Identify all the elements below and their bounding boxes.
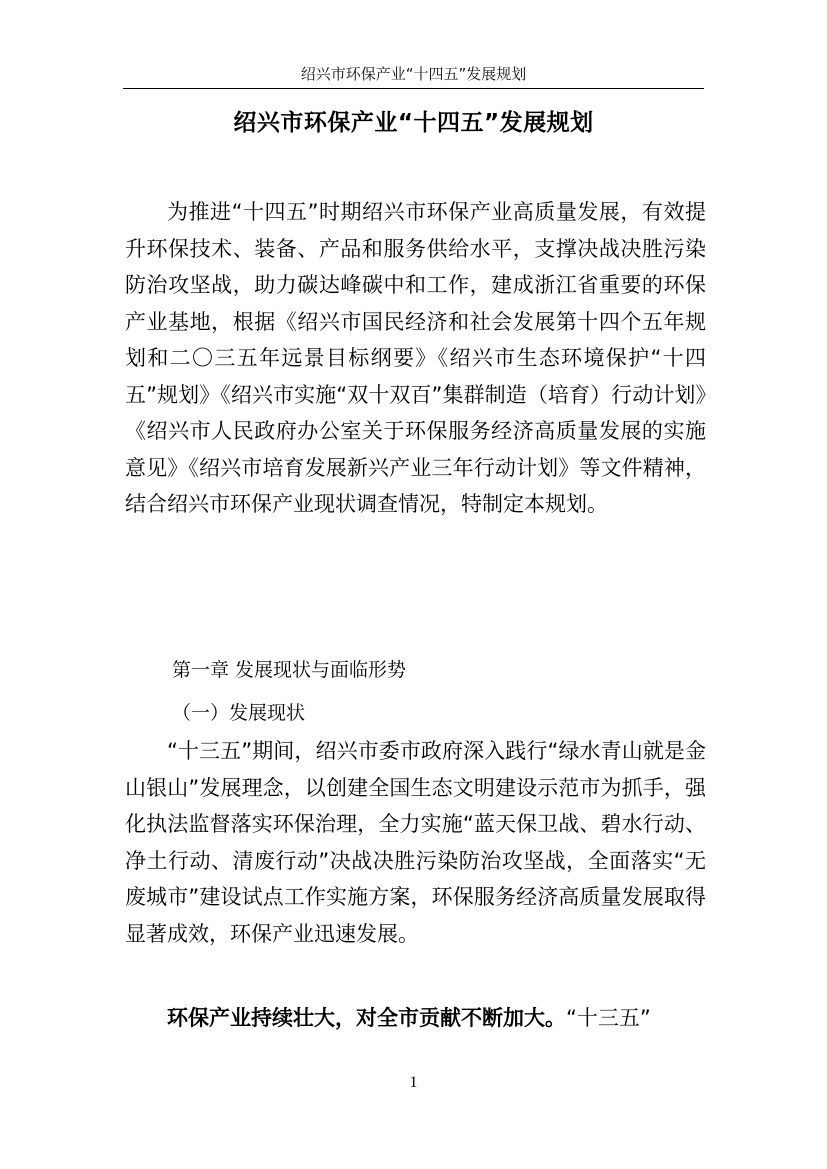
highlight-bold-text: 环保产业持续壮大，对全市贡献不断加大。	[167, 1006, 566, 1030]
running-header: 绍兴市环保产业“十四五”发展规划	[300, 65, 527, 83]
page-number: 1	[409, 1074, 418, 1091]
highlight-continuation-text: “十三五”	[566, 1006, 651, 1030]
chapter-heading: 第一章 发展现状与面临形势	[172, 659, 407, 681]
header-divider	[123, 88, 704, 89]
highlight-paragraph	[125, 1000, 706, 1037]
intro-paragraph: 为推进“十四五”时期绍兴市环保产业高质量发展，有效提升环保技术、装备、产品和服务供给水平，支撑决战决胜污染防治攻坚战，助力碳达峰碳中和工作，建成浙江省重要的环保产业基地，根据《绍兴市国民经济和社会发展第十四个五年规划和二〇三五年远景目标纲要》《绍兴市生态环境保护“十四五”规划》《绍兴市实施“双十双百”集群制造（培育）行动计划》《绍兴市人民政府办公室关于环保服务经济高质量发展的实施意见》《绍兴市培育发展新兴产业三年行动计划》等文件精神，结合绍兴市环保产业现状调查情况，特制定本规划。	[125, 200, 706, 516]
status-paragraph: “十三五”期间，绍兴市委市政府深入践行“绿水青山就是金山银山”发展理念，以创建全国生态文明建设示范市为抓手，强化执法监督落实环保治理，全力实施“蓝天保卫战、碧水行动、净土行动、清废行动”决战决胜污染防治攻坚战，全面落实“无废城市”建设试点工作实施方案，环保服务经济高质量发展取得显著成效，环保产业迅速发展。	[125, 739, 706, 946]
section-heading: （一）发展现状	[172, 702, 306, 724]
document-title: 绍兴市环保产业“十四五”发展规划	[233, 110, 594, 136]
